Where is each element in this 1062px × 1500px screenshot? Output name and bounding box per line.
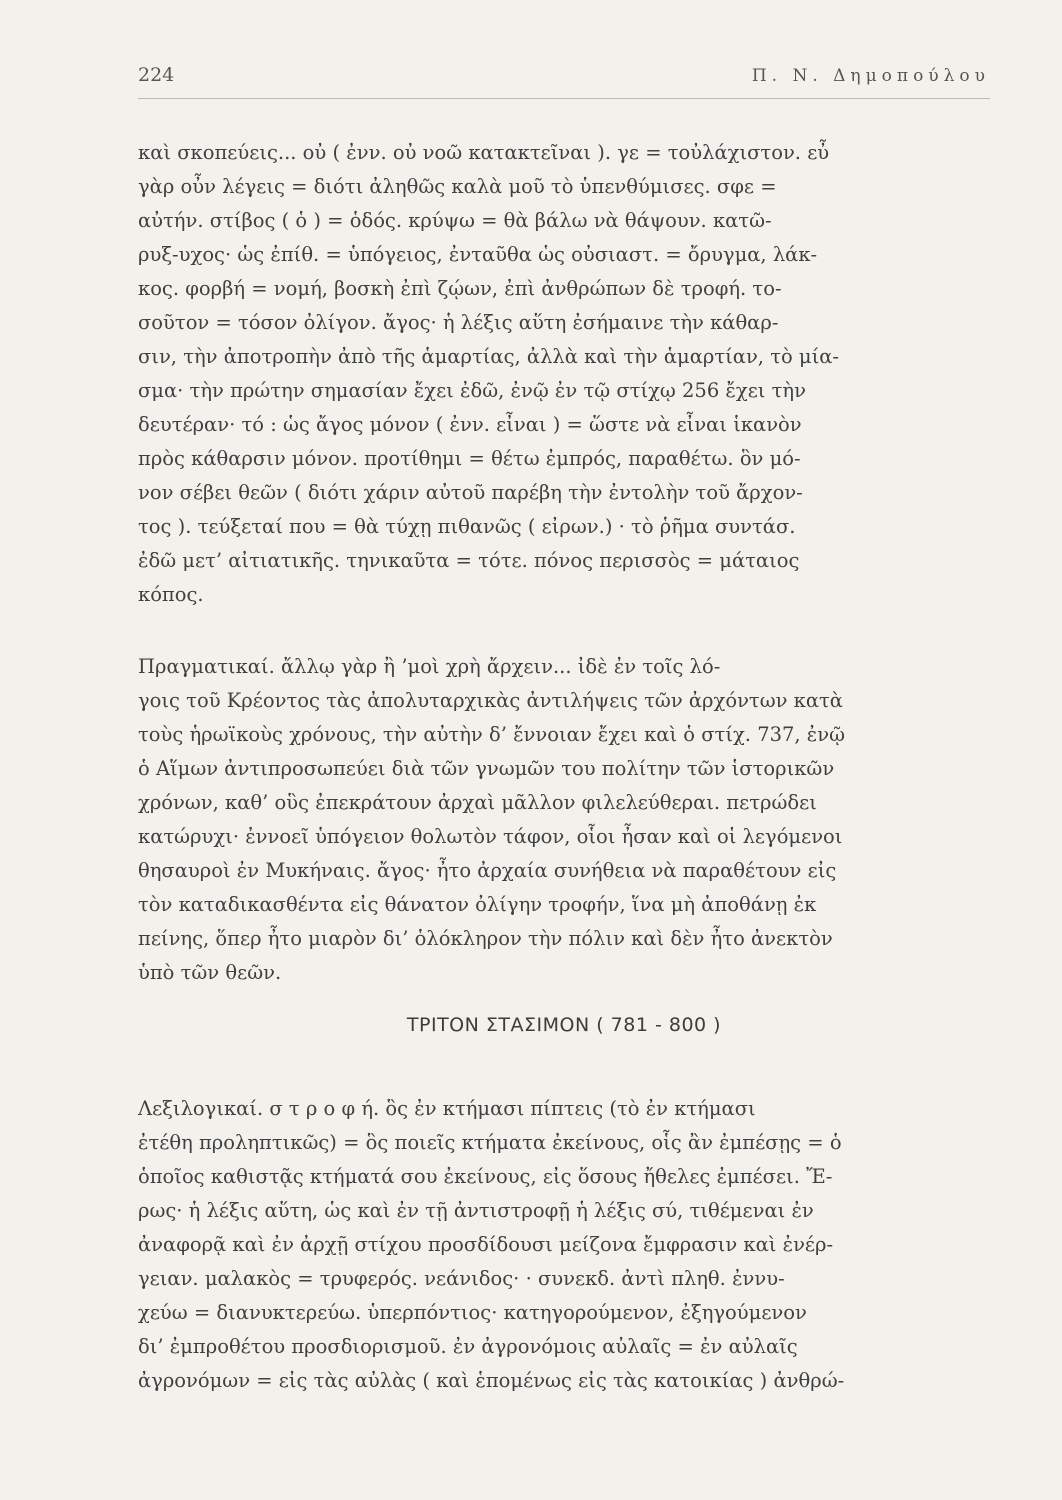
text-line: κόπος. xyxy=(138,583,204,606)
text-line: κος. φορβή = νομή, βοσκὴ ἐπὶ ζῴων, ἐπὶ ἀνθρώπων δὲ τροφή. το- xyxy=(138,277,782,300)
text-line: ρως· ἡ λέξις αὕτη, ὡς καὶ ἐν τῇ ἀντιστροφῇ ἡ λέξις σύ, τιθέμεναι ἐν xyxy=(138,1199,814,1222)
text-line: πείνης, ὅπερ ἦτο μιαρὸν δι’ ὁλόκληρον τὴν πόλιν καὶ δὲν ἦτο ἀνεκτὸν xyxy=(138,927,833,950)
text-line: νον σέβει θεῶν ( διότι χάριν αὐτοῦ παρέβη τὴν ἐντολὴν τοῦ ἄρχον- xyxy=(138,481,803,504)
text-line: δευτέραν· τό : ὡς ἄγος μόνον ( ἐνν. εἶναι ) = ὥστε νὰ εἶναι ἱκανὸν xyxy=(138,413,802,436)
text-line: τὸν καταδικασθέντα εἰς θάνατον ὀλίγην τροφήν, ἵνα μὴ ἀποθάνῃ ἐκ xyxy=(138,893,817,916)
text-line: ρυξ-υχος· ὡς ἐπίθ. = ὑπόγειος, ἐνταῦθα ὡς οὐσιαστ. = ὄρυγμα, λάκ- xyxy=(138,243,818,266)
paragraph-stasimon-notes xyxy=(138,1092,990,1398)
header-rule xyxy=(138,98,990,99)
text-line: αὐτήν. στίβος ( ὁ ) = ὁδός. κρύψω = θὰ βάλω νὰ θάψουν. κατῶ- xyxy=(138,209,772,232)
text-line: ἀναφορᾷ καὶ ἐν ἀρχῇ στίχου προσδίδουσι μείζονα ἔμφρασιν καὶ ἐνέρ- xyxy=(138,1233,834,1256)
text-line: σμα· τὴν πρώτην σημασίαν ἔχει ἐδῶ, ἐνῷ ἐν τῷ στίχῳ 256 ἔχει τὴν xyxy=(138,379,806,402)
text-line: ἐδῶ μετ’ αἰτιατικῆς. τηνικαῦτα = τότε. πόνος περισσὸς = μάταιος xyxy=(138,549,800,572)
text-line: γοις τοῦ Κρέοντος τὰς ἀπολυταρχικὰς ἀντιλήψεις τῶν ἀρχόντων κατὰ xyxy=(138,689,843,712)
paragraph-lexical-notes xyxy=(138,136,990,612)
text-line: καὶ σκοπεύεις... οὐ ( ἐνν. οὐ νοῶ κατακτεῖναι ). γε = τοὐλάχιστον. εὖ xyxy=(138,141,830,164)
text-line: σοῦτον = τόσον ὀλίγον. ἄγος· ἡ λέξις αὕτη ἐσήμαινε τὴν κάθαρ- xyxy=(138,311,779,334)
text-line: δι’ ἐμπροθέτου προσδιορισμοῦ. ἐν ἀγρονόμοις αὐλαῖς = ἐν αὐλαῖς xyxy=(138,1335,798,1358)
text-line: γειαν. μαλακὸς = τρυφερός. νεάνιδος· · συνεκδ. ἀντὶ πληθ. ἐννυ- xyxy=(138,1267,785,1290)
text-line: Πραγματικαί. ἄλλῳ γὰρ ἢ ’μοὶ χρὴ ἄρχειν... ἰδὲ ἐν τοῖς λό- xyxy=(138,655,721,678)
text-line: ὁποῖος καθιστᾷς κτήματά σου ἐκείνους, εἰς ὅσους ἤθελες ἐμπέσει. Ἔ- xyxy=(138,1165,833,1188)
text-line: ἐτέθη προληπτικῶς) = ὃς ποιεῖς κτήματα ἐκείνους, οἷς ἂν ἐμπέσῃς = ὁ xyxy=(138,1131,842,1154)
text-line: τος ). τεύξεταί που = θὰ τύχῃ πιθανῶς ( εἰρων.) · τὸ ῥῆμα συντάσ. xyxy=(138,515,796,538)
text-line: γὰρ οὖν λέγεις = διότι ἀληθῶς καλὰ μοῦ τὸ ὑπενθύμισες. σφε = xyxy=(138,175,777,198)
text-line: ἀγρονόμων = εἰς τὰς αὐλὰς ( καὶ ἑπομένως εἰς τὰς κατοικίας ) ἀνθρώ- xyxy=(138,1369,845,1392)
text-line: τοὺς ἡρωϊκοὺς χρόνους, τὴν αὐτὴν δ’ ἔννοιαν ἔχει καὶ ὁ στίχ. 737, ἐνῷ xyxy=(138,723,846,746)
section-heading: ΤΡΙΤΟΝ ΣΤΑΣΙΜΟΝ ( 781 - 800 ) xyxy=(406,1014,722,1036)
text-line: σιν, τὴν ἀποτροπὴν ἀπὸ τῆς ἁμαρτίας, ἀλλὰ καὶ τὴν ἁμαρτίαν, τὸ μία- xyxy=(138,345,840,368)
page-header xyxy=(138,64,990,86)
text-line: χρόνων, καθ’ οὓς ἐπεκράτουν ἀρχαὶ μᾶλλον φιλελεύθεραι. πετρώδει xyxy=(138,791,817,814)
text-line: ὑπὸ τῶν θεῶν. xyxy=(138,961,282,984)
paragraph-factual-notes xyxy=(138,650,990,990)
text-line: ὁ Αἵμων ἀντιπροσωπεύει διὰ τῶν γνωμῶν του πολίτην τῶν ἱστορικῶν xyxy=(138,757,835,780)
text-line: Λεξιλογικαί. σ τ ρ ο φ ή. ὃς ἐν κτήμασι πίπτεις (τὸ ἐν κτήμασι xyxy=(138,1097,756,1120)
text-line: χεύω = διανυκτερεύω. ὑπερπόντιος· κατηγορούμενον, ἐξηγούμενον xyxy=(138,1301,807,1324)
text-line: θησαυροὶ ἐν Μυκήναις. ἄγος· ἦτο ἀρχαία συνήθεια νὰ παραθέτουν εἰς xyxy=(138,859,837,882)
text-line: πρὸς κάθαρσιν μόνον. προτίθημι = θέτω ἐμπρός, παραθέτω. ὃν μό- xyxy=(138,447,801,470)
running-title: Π. Ν. Δημοπούλου xyxy=(751,66,990,86)
page-number: 224 xyxy=(138,64,175,86)
text-line: κατώρυχι· ἐννοεῖ ὑπόγειον θολωτὸν τάφον, οἷοι ἦσαν καὶ οἱ λεγόμενοι xyxy=(138,825,843,848)
